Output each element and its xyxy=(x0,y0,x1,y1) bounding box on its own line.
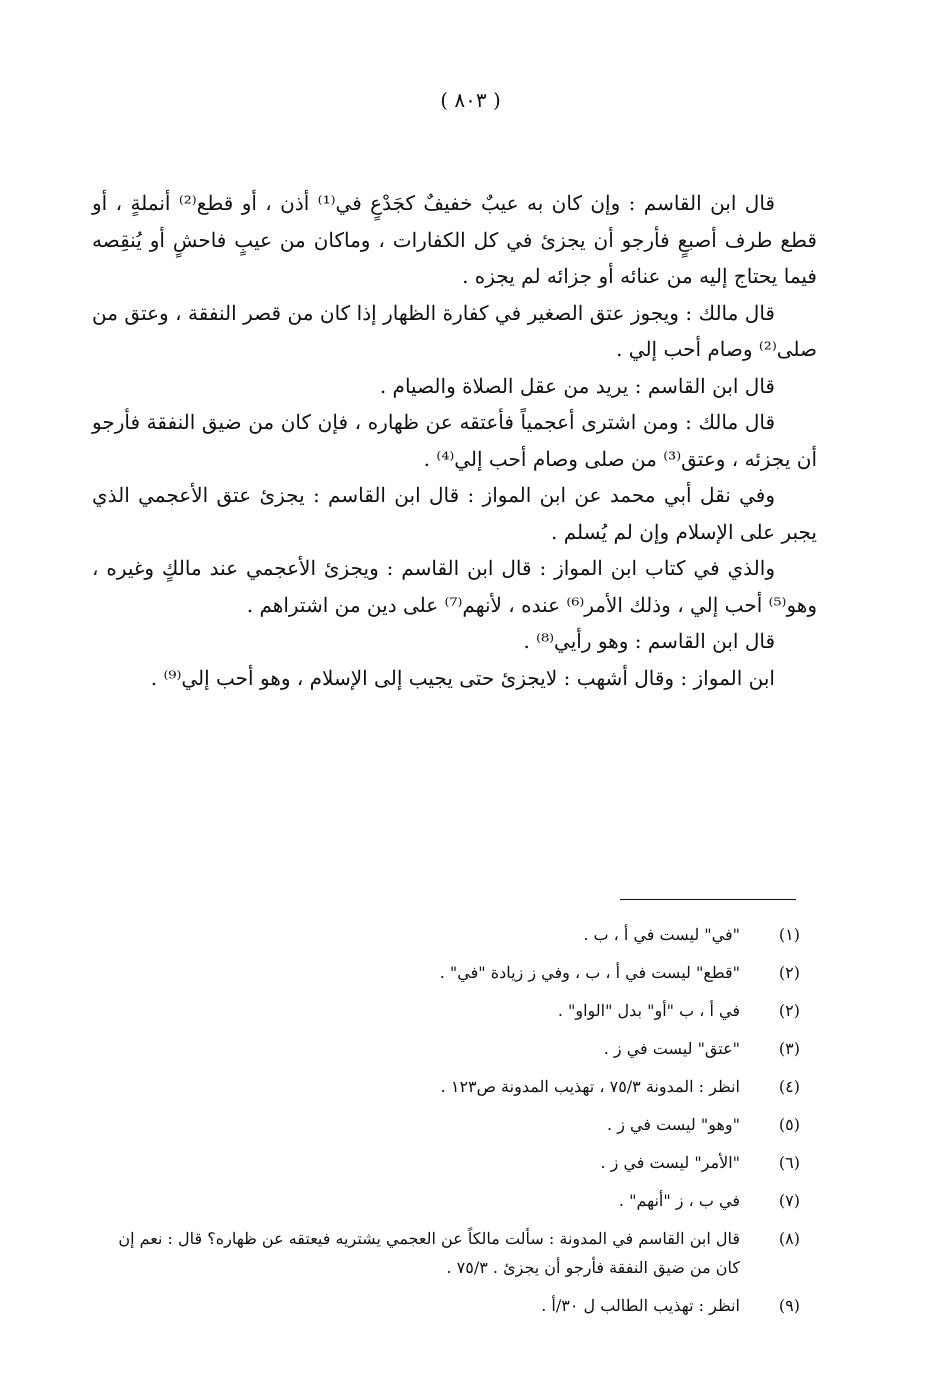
footnote-text: انظر : تهذيب الطالب ل ٣٠/أ . xyxy=(541,1296,740,1315)
footnotes-section xyxy=(92,920,800,1329)
footnote-number: (٤) xyxy=(778,1077,800,1096)
footnote xyxy=(92,1291,800,1320)
footnote-number: (٣) xyxy=(778,1039,800,1058)
footnote xyxy=(92,1186,800,1215)
paragraph: قال مالك : ويجوز عتق الصغير في كفارة الظهار إذا كان من قصر النفقة ، وعتق من صلى⁽²⁾ وصام أحب إلي . xyxy=(92,300,817,361)
footnote xyxy=(92,1224,800,1282)
paragraph: وفي نقل أبي محمد عن ابن المواز : قال ابن القاسم : يجزئ عتق الأعجمي الذي يجبر على الإسلام وإن لم يُسلم . xyxy=(92,483,817,544)
footnote xyxy=(92,1034,800,1063)
footnote-number: (٩) xyxy=(778,1296,800,1315)
main-text xyxy=(92,185,817,696)
footnote-number: (٥) xyxy=(778,1115,800,1134)
footnote xyxy=(92,958,800,987)
footnote-divider xyxy=(620,899,796,900)
paragraph: قال ابن القاسم : وهو رأيي⁽⁸⁾ . xyxy=(523,629,775,653)
footnote xyxy=(92,1110,800,1139)
footnote xyxy=(92,996,800,1025)
footnote xyxy=(92,1148,800,1177)
footnote-text: في أ ، ب "أو" بدل "الواو" . xyxy=(557,1001,740,1020)
footnote-number: (١) xyxy=(778,925,800,944)
footnote-number: (٦) xyxy=(778,1153,800,1172)
footnote-number: (٢) xyxy=(778,963,800,982)
footnote xyxy=(92,1072,800,1101)
footnote xyxy=(92,920,800,949)
footnote-text: "في" ليست في أ ، ب . xyxy=(583,925,740,944)
paragraph: والذي في كتاب ابن المواز : قال ابن القاسم : ويجزئ الأعجمي عند مالكٍ وغيره ، وهو⁽⁵⁾ أحب إلي ، وذلك الأمر⁽⁶⁾ عنده ، لأنهم⁽⁷⁾ على دين من اشتراهم . xyxy=(92,556,817,617)
footnote-text: قال ابن القاسم في المدونة : سألت مالكاً عن العجمي يشتريه فيعتقه عن ظهاره؟ قال : نعم إن كان من ضيق النفقة فأرجو أن يجزئ . ٧٥/٣ . xyxy=(118,1229,740,1277)
page-number: ( ٨٠٣ ) xyxy=(440,88,501,112)
paragraph: قال مالك : ومن اشترى أعجمياً فأعتقه عن ظهاره ، فإن كان من ضيق النفقة فأرجو أن يجزئه ، وعتق⁽³⁾ من صلى وصام أحب إلي⁽⁴⁾ . xyxy=(92,410,817,471)
footnote-number: (٢) xyxy=(778,1001,800,1020)
paragraph: قال ابن القاسم : وإن كان به عيبٌ خفيفٌ كجَدْعٍ في⁽¹⁾ أذن ، أو قطع⁽²⁾ أنملةٍ ، أو قطع طرف أصبعٍ فأرجو أن يجزئ في كل الكفارات ، وماكان من عيبٍ فاحشٍ أو يُنقِصه فيما يحتاج إليه من عنائه أو جزائه لم يجزه . xyxy=(92,191,817,288)
paragraph: قال ابن القاسم : يريد من عقل الصلاة والصيام . xyxy=(379,373,775,398)
footnote-text: "عتق" ليست في ز . xyxy=(603,1039,740,1058)
footnote-text: انظر : المدونة ٧٥/٣ ، تهذيب المدونة ص١٢٣ . xyxy=(440,1077,740,1096)
footnote-text: "الأمر" ليست في ز . xyxy=(600,1153,740,1172)
footnote-number: (٨) xyxy=(778,1229,800,1248)
footnote-text: "وهو" ليست في ز . xyxy=(607,1115,740,1134)
footnote-text: "قطع" ليست في أ ، ب ، وفي ز زيادة "في" . xyxy=(439,963,740,982)
paragraph: ابن المواز : وقال أشهب : لايجزئ حتى يجيب إلى الإسلام ، وهو أحب إلي⁽⁹⁾ . xyxy=(150,665,775,690)
footnote-number: (٧) xyxy=(778,1191,800,1210)
footnote-text: في ب ، ز "أنهم" . xyxy=(618,1191,740,1210)
